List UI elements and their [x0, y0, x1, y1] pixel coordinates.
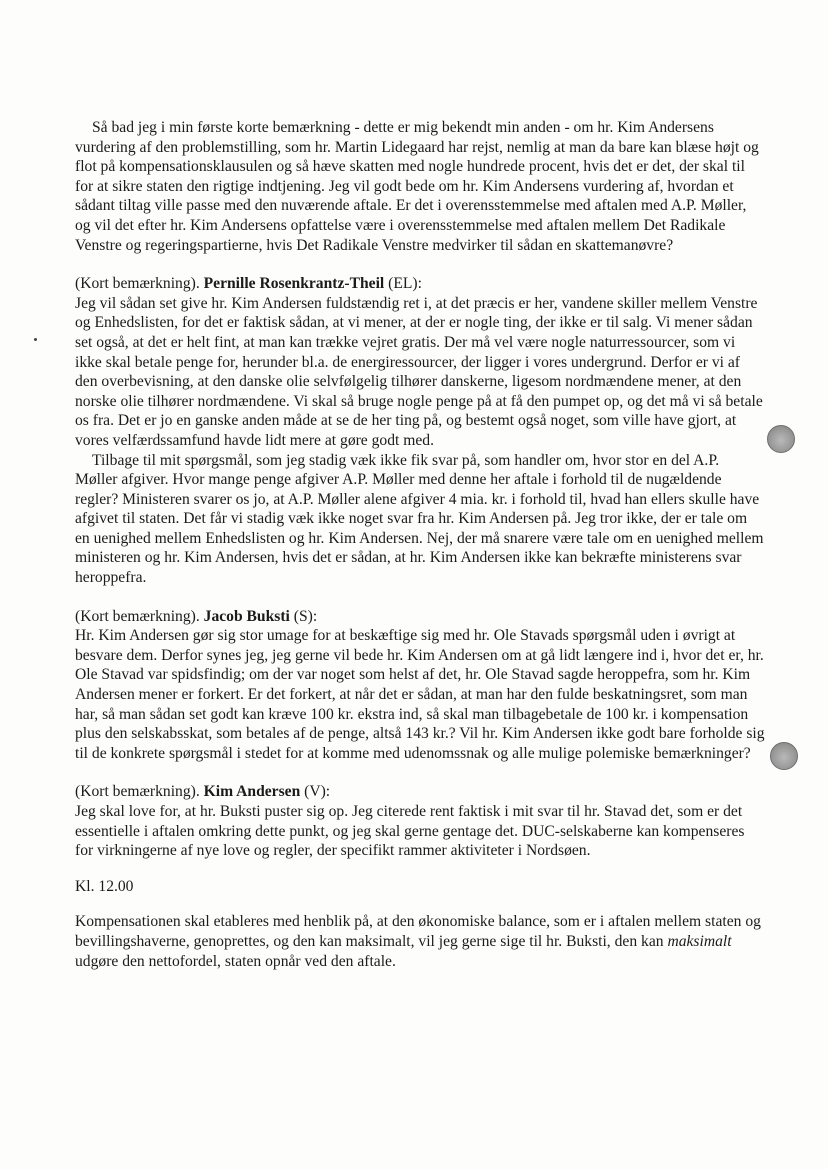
short-remark-buksti — [75, 607, 765, 764]
speaker-party: (EL): — [384, 275, 422, 293]
final-text-after: udgøre den nettofordel, staten opnår ved den aftale. — [75, 952, 396, 970]
remark-heading — [75, 607, 765, 627]
speaker-party: (S): — [289, 607, 318, 625]
remark-text-continued: Tilbage til mit spørgsmål, som jeg stadig væk ikke fik svar på, som handler om, hvor stor en del A.P. Møller afgiver. Hvor mange penge afgiver A.P. Møller med denne her aftale i forhold til de nugældende regler? Ministeren svarer os jo, at A.P. Møller alene afgiver 4 mia. kr. i forhold til, hvad han ellers skulle have afgivet til staten. Det får vi stadig væk ikke noget svar fra hr. Kim Andersen på. Jeg tror ikke, der er tale om en uenighed mellem Enhedslisten og hr. Kim Andersen. Nej, der må snarere være tale om en uenighed mellem ministeren og hr. Kim Andersen, hvis det er sådan, at hr. Kim Andersen ikke kan bekræfte ministerens svar heroppefra. — [75, 451, 764, 587]
scan-speck — [34, 338, 37, 341]
speaker-name: Pernille Rosenkrantz-Theil — [203, 275, 385, 293]
short-remark-kim-andersen — [75, 782, 765, 860]
remark-heading — [75, 274, 765, 294]
remark-text: Jeg skal love for, at hr. Buksti puster sig op. Jeg citerede rent faktisk i mit svar til hr. Stavad det, som er det essentielle i aftalen omkring dette punkt, og jeg skal gerne gentage det. DUC-selskaberne kan kompenseres for virkningerne af nye love og regler, der specifikt rammer aktiviteter i Nordsøen. — [75, 803, 745, 860]
remark-heading — [75, 782, 765, 802]
final-text-before: Kompensationen skal etableres med henblik på, at den økonomiske balance, som er i aftalen mellem staten og bevillingshaverne, genoprettes, og den kan maksimalt, vil jeg gerne sige til hr. Buksti, den kan — [75, 913, 761, 950]
punch-hole-upper — [767, 425, 795, 453]
speaker-name: Jacob Buksti — [203, 607, 290, 625]
remark-text: Jeg vil sådan set give hr. Kim Andersen fuldstændig ret i, at det præcis er her, vandene skiller mellem Venstre og Enhedslisten, for det er faktisk sådan, at vi mener, at der er nogle ting, der ikke er til salg. Vi mener sådan set også, at det er helt fint, at man kan trække vejret gratis. Der må vel være nogle naturressourcer, som vi ikke skal betale penge for, herunder bl.a. de energiressourcer, der ligger i vores undergrund. Derfor er vi af den overbevisning, at den danske olie selvfølgelig tilhører danskerne, ligesom nordmændene mener, at den norske olie tilhører nordmændene. Vi skal så bruge nogle penge på at få den pumpet op, og det må vi så betale os fra. Det er jo en ganske anden måde at se de her ting på, og bestemt også noget, som ville have gjort, at vores velfærdssamfund havde lidt mere at gøre godt med. — [75, 294, 763, 449]
punch-hole-lower — [770, 742, 798, 770]
speaker-party: (V): — [300, 783, 331, 801]
remark-prefix: (Kort bemærkning). — [75, 783, 204, 801]
speaker-name: Kim Andersen — [203, 783, 301, 801]
remark-prefix: (Kort bemærkning). — [75, 607, 204, 625]
final-emphasis: maksimalt — [667, 932, 732, 950]
document-page — [75, 118, 765, 971]
short-remark-rosenkrantz-theil — [75, 274, 765, 588]
remark-prefix: (Kort bemærkning). — [75, 275, 204, 293]
final-paragraph — [75, 912, 765, 971]
remark-text: Hr. Kim Andersen gør sig stor umage for at beskæftige sig med hr. Ole Stavads spørgsmål uden i øvrigt at besvare dem. Derfor synes jeg, jeg gerne vil bede hr. Kim Andersen om at gå lidt længere ind i, hvor det er, hr. Ole Stavad var spidsfindig; om der var noget som helst af det, hr. Ole Stavad sagde heroppefra, som hr. Kim Andersen mener er forkert. Er det forkert, at når det er sådan, at man har den fulde beskatningsret, som man har, så man sådan set godt kan kræve 100 kr. ekstra ind, så skal man tilbagebetale de 100 kr. i kompensation plus den selskabsskat, som betales af de penge, altså 143 kr.? Vil hr. Kim Andersen ikke godt bare forholde sig til de konkrete spørgsmål i stedet for at komme med udenomssnak og alle mulige polemiske bemærkninger? — [75, 627, 765, 762]
paragraph-intro: Så bad jeg i min første korte bemærkning - dette er mig bekendt min anden - om hr. Kim Andersens vurdering af den problemstilling, som hr. Martin Lidegaard har rejst, nemlig at man da bare kan blæse højt og flot på kompensationsklausulen og så hæve skatten med nogle hundrede procent, hvis det er det, der skal til for at sikre staten den rigtige indtjening. Jeg vil godt bede om hr. Kim Andersens vurdering af, hvordan et sådant tiltag ville passe med den nuværende aftale. Er det i overensstemmelse med aftalen med A.P. Møller, og vil det efter hr. Kim Andersens opfattelse være i overensstemmelse med aftalen mellem Det Radikale Venstre og regeringspartierne, hvis Det Radikale Venstre medvirker til sådan en skattemanøvre? — [75, 119, 759, 254]
time-stamp: Kl. 12.00 — [75, 877, 134, 895]
